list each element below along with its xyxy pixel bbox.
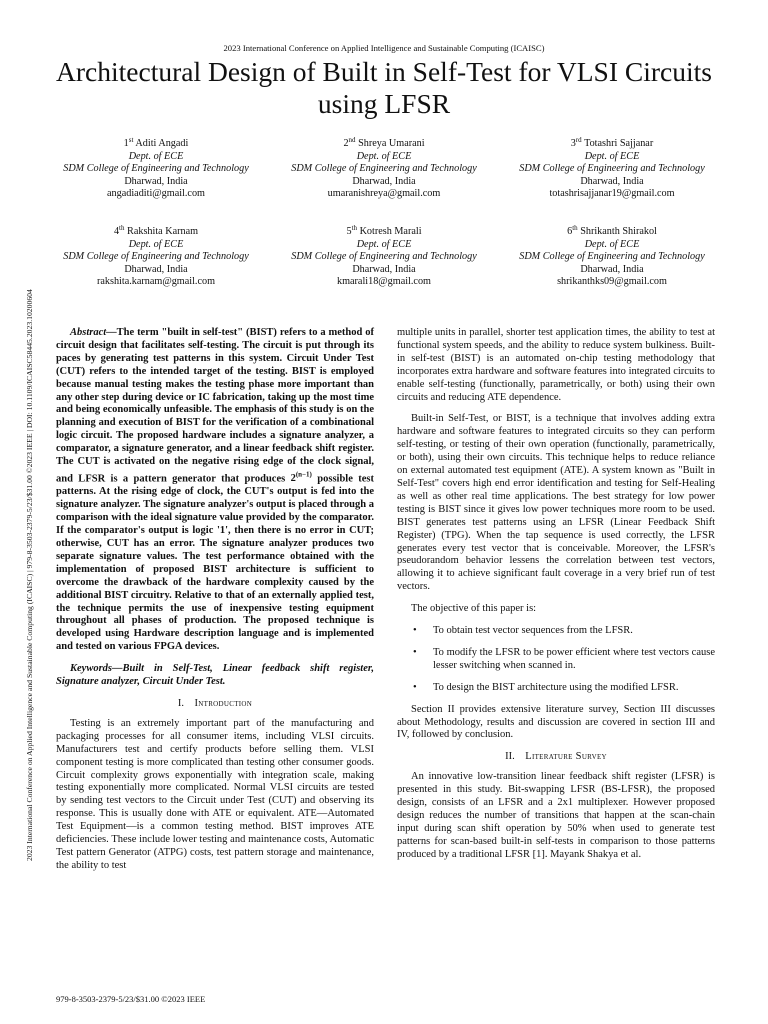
author-dept: Dept. of ECE xyxy=(128,238,184,250)
body-paragraph: Section II provides extensive literature survey, Section III discusses about Methodology, results and discussion are covered in section III and IV, followed by conclusion. xyxy=(397,703,715,741)
author-city: Dharwad, India xyxy=(580,175,644,187)
list-item: • To obtain test vector sequences from the LFSR. xyxy=(397,625,715,638)
keywords: Keywords—Built in Self-Test, Linear feedback shift register, Signature analyzer, Circuit Under Test. xyxy=(56,663,374,688)
body-paragraph: Built-in Self-Test, or BIST, is a technique that involves adding extra hardware and software features to integrated circuits so they can perform self-testing, or testing of their own operation (functionally, parametrically, or both), using their own circuits. This technique helps to reduce reliance on external automated test equipment (ATE). A system known as "Built in Self-Test" covers high end error identification and testing for Self-Healing as well as other real time applications. The best strategy for low power testing is BIST since it gives low power techniques more room to be used. BIST generates test patterns using an LFSR (Linear Feedback Shift Register) (TPG). When the tap sequence is used correctly, the LFSR generates every test vector that is conceivable. Moreover, the LFSR's pseudorandom behavior lessens the correlation between test vectors, allowing it to achieve significant fault coverage in a very brief run of test vectors. xyxy=(397,413,715,593)
author-city: Dharwad, India xyxy=(352,175,416,187)
author-college: SDM College of Engineering and Technology xyxy=(519,251,705,263)
author-name: Shreya Umarani xyxy=(358,138,425,149)
author-dept: Dept. of ECE xyxy=(128,150,184,162)
paper-title: Architectural Design of Built in Self-Test for VLSI Circuits using LFSR xyxy=(56,56,712,119)
author-college: SDM College of Engineering and Technology xyxy=(63,163,249,175)
formula: $2^{(n-1)}$ xyxy=(290,470,312,485)
author-college: SDM College of Engineering and Technology xyxy=(291,163,477,175)
author-email[interactable]: kmarali18@gmail.com xyxy=(337,276,431,288)
author-row-2 xyxy=(42,226,726,289)
author-email[interactable]: umaranishreya@gmail.com xyxy=(327,188,441,200)
author-dept: Dept. of ECE xyxy=(584,150,640,162)
keywords-label: Keywords xyxy=(70,663,112,675)
author-block xyxy=(270,138,498,201)
author-email[interactable]: shrikanthks09@gmail.com xyxy=(557,276,667,288)
intro-paragraph: Testing is an extremely important part of the manufacturing and packaging processes for all consumer items, including VLSI circuits. Manufacturers test and certify products before selling them. VLSI component testing is more complicated than testing other consumer goods. Circuit complexity grows exponentially with integration scale, making testing exponentially more complicated. Normal VLSI circuits are tested by sending test vectors to the Circuit under Test (CUT) and observing its response. This is usually done with ATE or equivalent. ATE—Automated Test Equipment—is a common testing method. BIST improves ATE deficiencies. These include lower testing and maintenance costs, Automatic Test pattern Generator (ATPG) costs, test pattern storage and maintenance, the ability to test xyxy=(56,717,374,871)
author-name-line: 1st Aditi Angadi xyxy=(123,136,189,149)
abstract-label: Abstract xyxy=(70,327,107,338)
author-name-line: 6th Shrikanth Shirakol xyxy=(567,224,657,237)
right-column xyxy=(397,327,715,871)
author-block xyxy=(498,226,726,289)
author-email[interactable]: totashrisajjanar19@gmail.com xyxy=(549,188,675,200)
side-doi-strip xyxy=(14,150,34,870)
side-doi-text: 2023 International Conference on Applied Intelligence and Sustainable Computing (ICAISC) | 979-8-3503-2379-5/23/$31.00 ©2023 IEEE | DOI: 10.1109/ICAISC58445.2023.10200604 xyxy=(25,289,34,861)
author-name-line: 3rd Totashri Sajjanar xyxy=(570,136,654,149)
author-name: Aditi Angadi xyxy=(135,138,189,149)
author-block xyxy=(498,138,726,201)
author-name: Shrikanth Shirakol xyxy=(580,226,657,237)
copyright-footer: 979-8-3503-2379-5/23/$31.00 ©2023 IEEE xyxy=(56,994,206,1004)
author-name: Kotresh Marali xyxy=(359,226,422,237)
objective-intro: The objective of this paper is: xyxy=(411,603,537,615)
author-name: Rakshita Karnam xyxy=(127,226,199,237)
author-city: Dharwad, India xyxy=(124,263,188,275)
author-block xyxy=(42,138,270,201)
author-college: SDM College of Engineering and Technology xyxy=(291,251,477,263)
conference-header: 2023 International Conference on Applied Intelligence and Sustainable Computing (ICAISC) xyxy=(223,43,545,53)
author-dept: Dept. of ECE xyxy=(584,238,640,250)
left-column xyxy=(56,327,374,882)
author-city: Dharwad, India xyxy=(580,263,644,275)
objective-list xyxy=(397,625,715,695)
author-city: Dharwad, India xyxy=(124,175,188,187)
list-item: • To modify the LFSR to be power efficient where test vectors cause lesser switching when scanned in. xyxy=(397,647,715,673)
body-paragraph: multiple units in parallel, shorter test application times, the ability to test at functional system speeds, and the ability to reduce system bulkiness. Built-in self-test (BIST) is an automated on-chip testing methodology that incorporates extra hardware and software features into integrated circuits to enable self-testing (functionally, parametrically, or both) using their own circuits and reducing ATE dependence. xyxy=(397,327,715,403)
author-block xyxy=(42,226,270,289)
abstract: Abstract—The term "built in self-test" (BIST) refers to a method of circuit design that facilitates self-testing. The circuit is put through its paces by generating test patterns in this system. Circuit Under Test (CUT) refers to the intended target of the testing. BIST is employed because manual testing makes the testing phase more important than any other step during device or IC fabrication, taking up the most time and being economically unfeasible. The emphasis of this study is on the planning and execution of BIST for the verification of a combinational logic circuit. The proposed hardware includes a signature analyzer, a comparator, a signature generator, and a linear feedback shift register. The CUT is activated on the negative rising edge of the clock signal, and LFSR is a pattern generator that produces $2^{(n-1)}$ possible test patterns. At the rising edge of clock, the CUT's output is fed into the signature analyzer. The signature analyzer's output is placed through a comparison with the ideal signature value provided by the comparator. If the comparator's output is logic '1', then there is no error in CUT; otherwise, CUT has an error. The signature analyzer produces two separate signature values. The test performance obtained with the implementation of proposed BIST architecture is sufficient to overcome the drawback of the hardware complexity caused by the additional BIST circuitry. Relative to that of an externally applied test, the technique permits the use of inexpensive testing equipment throughout all phases of production. The proposed technique is developed using Hardware description language and is implemented and tested on various FPGA devices. xyxy=(56,327,374,653)
section-heading-literature-survey: II. Literature Survey xyxy=(505,751,607,763)
author-name-line: 4th Rakshita Karnam xyxy=(113,224,199,237)
author-city: Dharwad, India xyxy=(352,263,416,275)
author-name-line: 5th Kotresh Marali xyxy=(346,224,422,237)
section-heading-introduction: I. Introduction xyxy=(177,697,253,709)
author-name-line: 2nd Shreya Umarani xyxy=(343,136,425,149)
author-dept: Dept. of ECE xyxy=(356,238,412,250)
author-dept: Dept. of ECE xyxy=(356,150,412,162)
body-paragraph: An innovative low-transition linear feedback shift register (LFSR) is presented in this study. Bit-swapping LFSR (BS-LFSR), the proposed design, consists of an LFSR and a 2x1 multiplexer. However proposed design reduces the number of transitions that happen at the scan-chain input during scan shift operation by 50% when used to generate test patterns for scan-based built-in self-tests in comparison to those patterns produced by a traditional LFSR [1]. Mayank Shakya et al. xyxy=(397,771,715,860)
author-email[interactable]: angadiaditi@gmail.com xyxy=(107,188,205,200)
author-college: SDM College of Engineering and Technology xyxy=(63,251,249,263)
author-row-1 xyxy=(42,138,726,201)
author-email[interactable]: rakshita.karnam@gmail.com xyxy=(96,276,215,288)
list-item: • To design the BIST architecture using the modified LFSR. xyxy=(397,682,715,695)
author-college: SDM College of Engineering and Technology xyxy=(519,163,705,175)
author-block xyxy=(270,226,498,289)
author-name: Totashri Sajjanar xyxy=(584,138,654,149)
